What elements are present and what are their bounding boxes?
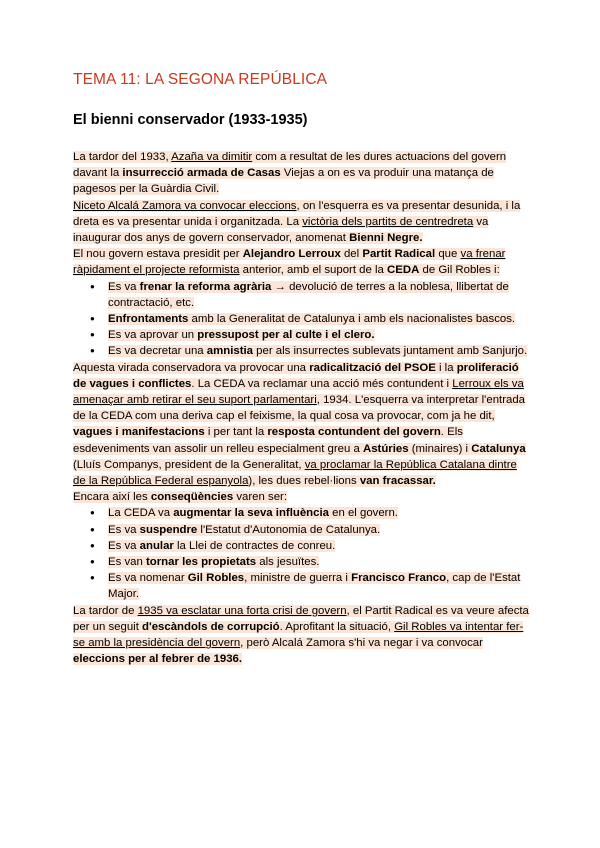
bold-text: Francisco Franco	[351, 572, 447, 585]
text-span: Es va	[108, 523, 140, 536]
text-span: Es va	[108, 539, 140, 552]
text-span: per als insurrectes sublevats juntament amb Sanjurjo.	[253, 345, 528, 358]
paragraph	[73, 198, 531, 247]
text-span: Encara així les	[73, 491, 151, 504]
text-span: i la	[435, 361, 457, 374]
text-span: varen ser:	[233, 491, 287, 504]
text-span: , on l'esquerra es va presentar desunida, i la dreta es va presentar unida i organitzada. La	[73, 199, 521, 228]
text-span: . Aprofitant la situació,	[279, 620, 395, 633]
text-span: La CEDA va	[108, 507, 174, 520]
document-body	[73, 149, 531, 668]
bullet-list	[73, 279, 531, 360]
paragraph	[73, 360, 531, 490]
text-span: El nou govern estava presidit per	[73, 248, 243, 261]
underlined-text: victòria dels partits de centredreta	[302, 215, 474, 228]
bold-text: radicalització del PSOE	[309, 361, 436, 374]
text-span: va inaugurar dos anys de govern conservador, anomenat	[73, 215, 489, 245]
list-item	[108, 522, 531, 538]
text-span: , ministre de guerra i	[244, 572, 352, 585]
list-item	[108, 570, 531, 602]
text-span: del	[340, 248, 363, 261]
underlined-text: va proclamar la República Catalana dintre de la República Federal espanyola	[73, 458, 517, 488]
bold-text: CEDA	[387, 264, 420, 277]
text-span: Es va nomenar	[108, 572, 188, 585]
list-item	[108, 343, 531, 359]
text-span: (minaires) i	[408, 442, 472, 455]
text-span: i per tant la	[204, 426, 268, 439]
bold-text: Catalunya	[471, 442, 526, 455]
text-span: . La CEDA va reclamar una acció més contundent i	[191, 377, 453, 390]
bullet-list	[73, 505, 531, 602]
bold-text: insurrecció armada de Casas	[122, 167, 281, 180]
section-subtitle: El bienni conservador (1933-1935)	[73, 112, 308, 128]
list-item	[108, 554, 531, 570]
bold-text: Bienni Negre.	[349, 232, 423, 245]
text-span: Aquesta virada conservadora va provocar una	[73, 361, 310, 374]
bold-text: Partit Radical	[362, 248, 436, 261]
list-item	[108, 311, 531, 327]
list-item	[108, 538, 531, 554]
underlined-text: Niceto Alcalá Zamora va convocar eleccions	[73, 199, 297, 212]
text-span: als jesuïtes.	[256, 556, 320, 569]
text-span: que	[435, 248, 461, 261]
list-item	[108, 327, 531, 343]
text-span: (Lluís Companys, president de la Generalitat,	[73, 458, 305, 471]
text-span: , cap de l'Estat Major.	[108, 572, 521, 601]
underlined-text: Azaña va dimitir	[171, 151, 253, 163]
bold-text: Gil Robles	[187, 572, 245, 585]
list-item	[108, 279, 531, 311]
bold-text: proliferació de vagues i conflictes	[73, 361, 519, 390]
text-span: La tardor de	[73, 604, 138, 617]
text-span: Es va decretar una	[108, 345, 207, 358]
paragraph	[73, 603, 531, 668]
bold-text: augmentar la seva influència	[173, 507, 329, 520]
bold-text: amnistia	[206, 345, 253, 358]
text-span: de Gil Robles i:	[419, 264, 500, 277]
bold-text: Enfrontaments	[108, 313, 189, 326]
underlined-text: 1935 va esclatar una forta crisi de govern	[137, 604, 347, 617]
text-span: l'Estatut d'Autonomia de Catalunya.	[197, 523, 381, 536]
text-span: Es va	[108, 280, 140, 293]
text-span: La tardor del 1933,	[73, 151, 172, 163]
bold-text: anular	[139, 539, 174, 552]
bold-text: frenar la reforma agrària	[139, 280, 272, 293]
bold-text: resposta contundent del govern	[267, 426, 441, 439]
text-span: → devolució de terres a la noblesa, llibertat de contractació, etc.	[108, 280, 509, 309]
bold-text: vagues i manifestacions	[73, 426, 205, 439]
list-item	[108, 505, 531, 521]
text-span: , però Alcalá Zamora s'hi va negar i va convocar	[240, 637, 483, 650]
text-span: Viejas a on es va produir una matança de pagesos per la Guàrdia Civil.	[73, 167, 494, 196]
paragraph	[73, 246, 531, 278]
text-span: anterior, amb el suport de la	[239, 264, 388, 277]
bold-text: conseqüències	[150, 491, 234, 504]
underlined-text: Gil Robles va intentar fer-se amb la presidència del govern	[73, 620, 524, 650]
text-span: , 1934. L'esquerra va interpretar l'entrada de la CEDA com una deriva cap el feixisme, la qual cosa va provocar, com ja he dit,	[73, 394, 525, 423]
text-span: la Llei de contractes de conreu.	[173, 539, 336, 552]
text-span: en el govern.	[328, 507, 398, 520]
bold-text: Astúries	[363, 442, 409, 455]
text-span: Es van	[108, 556, 146, 569]
bold-text: suspendre	[139, 523, 198, 536]
page-title: TEMA 11: LA SEGONA REPÚBLICA	[73, 71, 328, 88]
text-span: . Els esdeveniments van assolir un relleu especialment greu a	[73, 426, 463, 455]
bold-text: Alejandro Lerroux	[242, 248, 341, 261]
text-span: com a resultat de les dures actuacions del govern davant la	[73, 151, 507, 180]
bold-text: tornar les propietats	[146, 556, 257, 569]
underlined-text: va frenar ràpidament el projecte reformista	[73, 248, 506, 277]
bold-text: pressupost per al culte i el clero.	[197, 329, 375, 342]
bold-text: eleccions per al febrer de 1936.	[73, 653, 243, 666]
text-span: , el Partit Radical es va veure afecta per un seguit	[73, 604, 529, 633]
text-span: Es va aprovar un	[108, 329, 198, 342]
paragraph	[73, 489, 531, 505]
text-span: amb la Generalitat de Catalunya i amb els nacionalistes bascos.	[188, 313, 516, 326]
paragraph	[73, 149, 531, 198]
bold-text: d'escàndols de corrupció	[142, 620, 280, 633]
underlined-text: Lerroux els va amenaçar amb retirar el seu suport parlamentari	[73, 377, 524, 407]
bold-text: van fracassar.	[359, 475, 436, 488]
text-span: ), les dues rebel·lions	[248, 475, 360, 488]
